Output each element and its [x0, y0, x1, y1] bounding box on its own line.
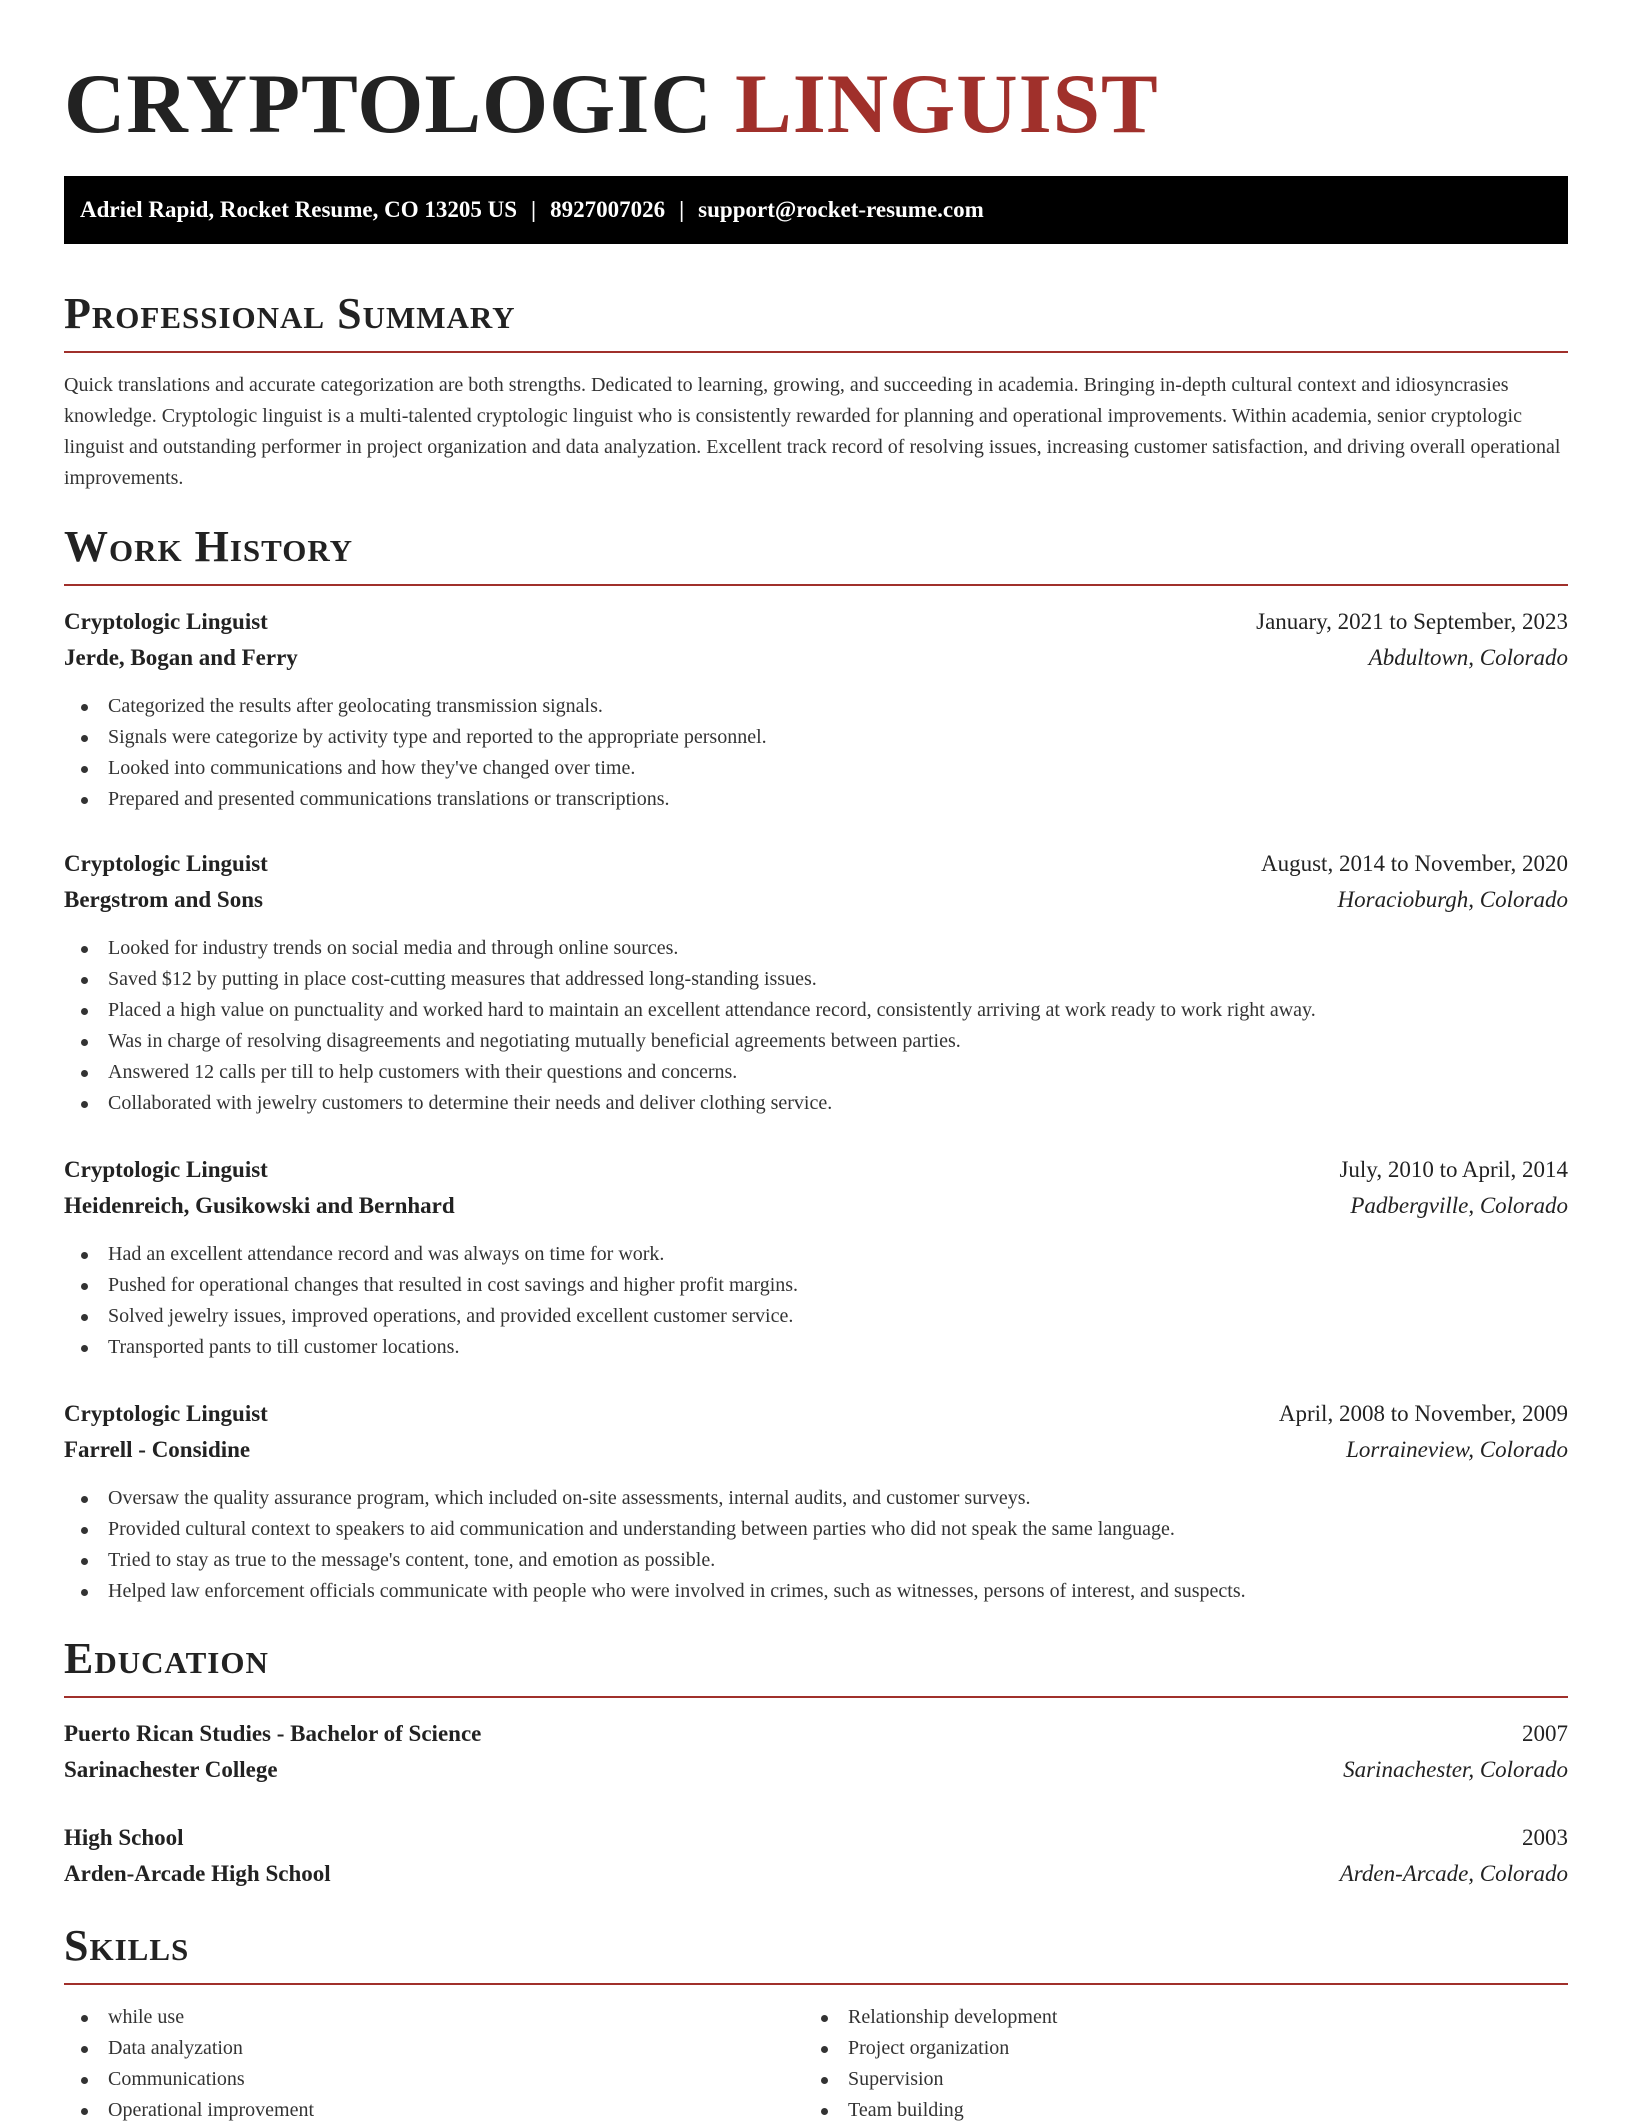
contact-phone: 8927007026 [550, 197, 666, 222]
job-dates: August, 2014 to November, 2020 [1261, 851, 1568, 876]
education-school-row [64, 1752, 1568, 1788]
skill-item: while use [108, 2002, 314, 2033]
contact-address: Adriel Rapid, Rocket Resume, CO 13205 US [80, 197, 517, 222]
job-bullet: Collaborated with jewelry customers to determine their needs and deliver clothing service. [108, 1088, 1316, 1119]
job-bullet: Tried to stay as true to the message's content, tone, and emotion as possible. [108, 1545, 1246, 1576]
education-school-row [64, 1856, 1568, 1892]
education-year: 2007 [1522, 1721, 1568, 1746]
job-header [64, 846, 1568, 882]
skill-item: Supervision [848, 2064, 1057, 2095]
job-location: Horacioburgh, Colorado [1337, 887, 1568, 912]
skill-item: Operational improvement [108, 2095, 314, 2126]
section-divider [64, 1696, 1568, 1698]
job-company: Heidenreich, Gusikowski and Bernhard [64, 1193, 455, 1218]
job-title: Cryptologic Linguist [64, 609, 268, 634]
job-bullet-list [64, 933, 1316, 1119]
skill-item: Project organization [848, 2033, 1057, 2064]
skill-item: Communications [108, 2064, 314, 2095]
section-divider [64, 584, 1568, 586]
section-divider [64, 1983, 1568, 1985]
job-bullet: Answered 12 calls per till to help customers with their questions and concerns. [108, 1057, 1316, 1088]
skills-list-right [804, 2002, 1057, 2126]
job-bullet: Oversaw the quality assurance program, which included on-site assessments, internal audits, and customer surveys. [108, 1483, 1246, 1514]
job-company-row [64, 1188, 1568, 1224]
job-company-row [64, 1432, 1568, 1468]
title-first-word: CRYPTOLOGIC [64, 57, 713, 151]
job-company: Bergstrom and Sons [64, 887, 263, 912]
section-title-summary: Professional Summary [64, 289, 516, 338]
education-school: Arden-Arcade High School [64, 1861, 331, 1886]
job-location: Padbergville, Colorado [1350, 1193, 1568, 1218]
contact-email[interactable]: support@rocket-resume.com [698, 197, 984, 222]
job-company: Jerde, Bogan and Ferry [64, 645, 298, 670]
job-title: Cryptologic Linguist [64, 851, 268, 876]
job-bullet: Prepared and presented communications translations or transcriptions. [108, 784, 767, 815]
education-year: 2003 [1522, 1825, 1568, 1850]
title-second-word: LINGUIST [735, 57, 1159, 151]
skill-item: Relationship development [848, 2002, 1057, 2033]
job-company-row [64, 882, 1568, 918]
section-divider [64, 351, 1568, 353]
job-bullet-list [64, 691, 767, 815]
job-header [64, 1396, 1568, 1432]
job-bullet: Pushed for operational changes that resulted in cost savings and higher profit margins. [108, 1270, 798, 1301]
job-bullet: Helped law enforcement officials communicate with people who were involved in crimes, such as witnesses, persons of interest, and suspects. [108, 1576, 1246, 1607]
summary-text: Quick translations and accurate categorization are both strengths. Dedicated to learning, growing, and succeeding in academia. Bringing in-depth cultural context and idiosyncrasies knowledge. Cryptologic linguist is a multi-talented cryptologic linguist who is consistently rewarded for planning and operational improvements. Within academia, senior cryptologic linguist and outstanding performer in project organization and data analyzation. Excellent track record of resolving issues, increasing customer satisfaction, and driving overall operational improvements. [64, 374, 1561, 489]
job-bullet: Saved $12 by putting in place cost-cutting measures that addressed long-standing issues. [108, 964, 1316, 995]
education-header [64, 1820, 1568, 1856]
job-bullet: Placed a high value on punctuality and worked hard to maintain an excellent attendance record, consistently arriving at work ready to work right away. [108, 995, 1316, 1026]
job-bullet: Provided cultural context to speakers to aid communication and understanding between parties who did not speak the same language. [108, 1514, 1246, 1545]
job-bullet: Looked into communications and how they've changed over time. [108, 753, 767, 784]
job-dates: January, 2021 to September, 2023 [1256, 609, 1568, 634]
education-degree: Puerto Rican Studies - Bachelor of Science [64, 1721, 482, 1746]
job-dates: April, 2008 to November, 2009 [1278, 1401, 1568, 1426]
contact-bar [64, 176, 1568, 244]
section-title-education: Education [64, 1634, 269, 1683]
skill-item: Data analyzation [108, 2033, 314, 2064]
job-title: Cryptologic Linguist [64, 1157, 268, 1182]
skill-item: Team building [848, 2095, 1057, 2126]
education-location: Arden-Arcade, Colorado [1339, 1861, 1568, 1886]
job-company: Farrell - Considine [64, 1437, 251, 1462]
job-bullet: Had an excellent attendance record and was always on time for work. [108, 1239, 798, 1270]
job-bullet: Signals were categorize by activity type and reported to the appropriate personnel. [108, 722, 767, 753]
job-location: Lorraineview, Colorado [1346, 1437, 1568, 1462]
education-location: Sarinachester, Colorado [1343, 1757, 1568, 1782]
job-company-row [64, 640, 1568, 676]
job-bullet-list [64, 1239, 798, 1363]
job-bullet: Looked for industry trends on social media and through online sources. [108, 933, 1316, 964]
contact-separator: | [531, 197, 537, 222]
education-header [64, 1716, 1568, 1752]
education-degree: High School [64, 1825, 184, 1850]
section-title-skills: Skills [64, 1921, 190, 1970]
skills-list-left [64, 2002, 314, 2126]
section-title-work-history: Work History [64, 522, 354, 571]
job-dates: July, 2010 to April, 2014 [1339, 1157, 1568, 1182]
job-bullet: Was in charge of resolving disagreements and negotiating mutually beneficial agreements between parties. [108, 1026, 1316, 1057]
job-bullet: Transported pants to till customer locations. [108, 1332, 798, 1363]
job-title: Cryptologic Linguist [64, 1401, 268, 1426]
job-bullet-list [64, 1483, 1246, 1607]
job-bullet: Categorized the results after geolocating transmission signals. [108, 691, 767, 722]
job-location: Abdultown, Colorado [1368, 645, 1568, 670]
job-bullet: Solved jewelry issues, improved operations, and provided excellent customer service. [108, 1301, 798, 1332]
resume-title [64, 54, 1159, 154]
education-school: Sarinachester College [64, 1757, 278, 1782]
contact-separator: | [679, 197, 685, 222]
job-header [64, 604, 1568, 640]
job-header [64, 1152, 1568, 1188]
